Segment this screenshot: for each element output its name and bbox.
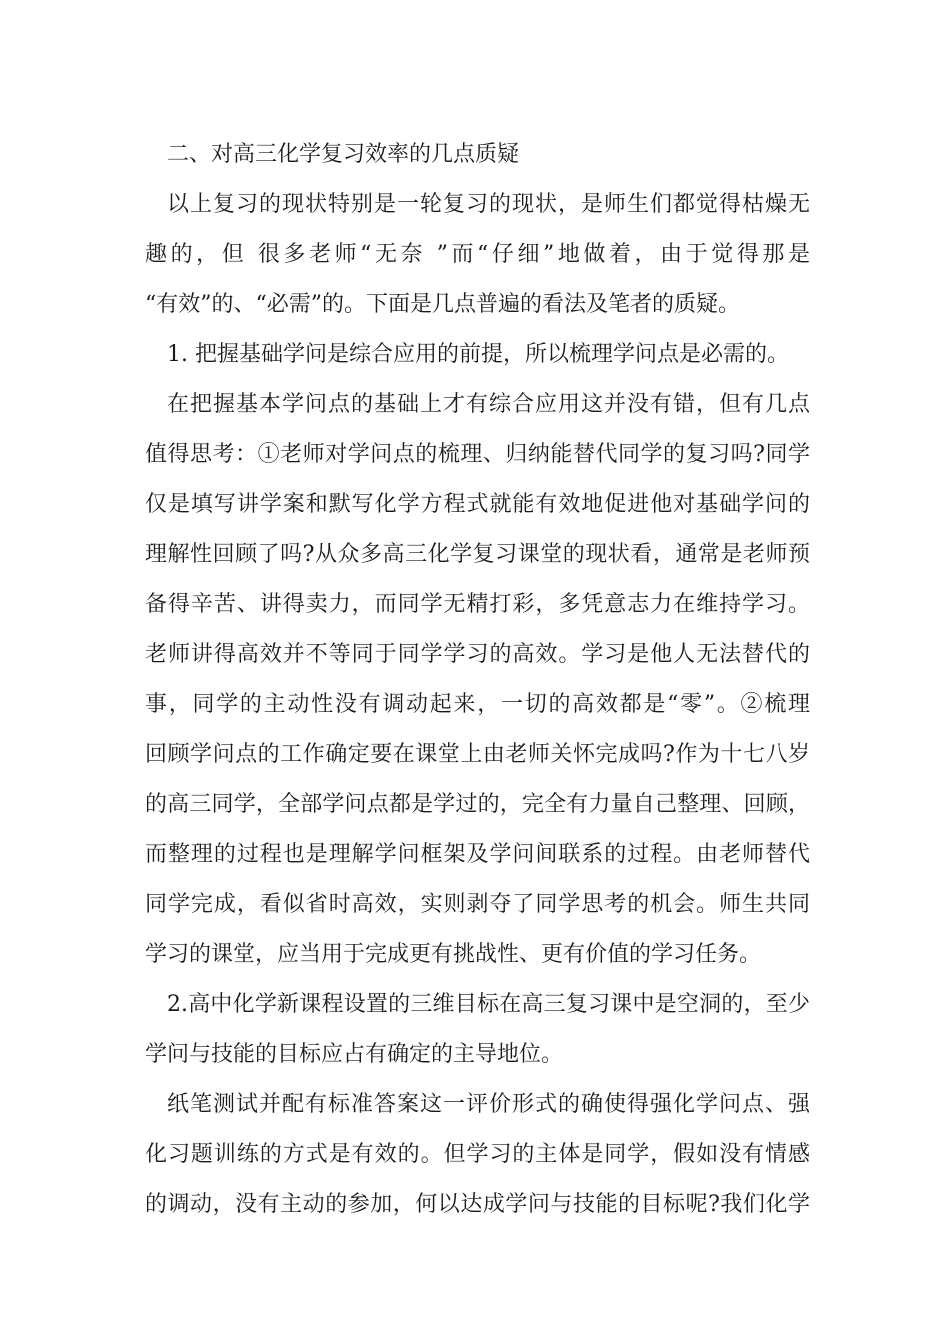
paragraph-line: 理解性回顾了吗?从众多高三化学复习课堂的现状看，通常是老师预 (145, 542, 810, 567)
point-heading: 2.高中化学新课程设置的三维目标在高三复习课中是空洞的，至少 (167, 992, 810, 1017)
section-heading: 二、对高三化学复习效率的几点质疑 (167, 142, 520, 167)
paragraph-line: 学问与技能的目标应占有确定的主导地位。 (145, 1042, 564, 1067)
paragraph-line: 纸笔测试并配有标准答案这一评价形式的确使得强化学问点、强 (167, 1092, 810, 1117)
document-body (145, 130, 810, 1230)
paragraph-line: 的高三同学，全部学问点都是学过的，完全有力量自己整理、回顾， (145, 792, 810, 817)
paragraph-line: 回顾学问点的工作确定要在课堂上由老师关怀完成吗?作为十七八岁 (145, 742, 810, 767)
point-heading: 1. 把握基础学问是综合应用的前提，所以梳理学问点是必需的。 (167, 342, 789, 367)
paragraph-line: 老师讲得高效并不等同于同学学习的高效。学习是他人无法替代的 (145, 642, 810, 667)
paragraph-line: 同学完成，看似省时高效，实则剥夺了同学思考的机会。师生共同 (145, 892, 810, 917)
paragraph-line: 的调动，没有主动的参加，何以达成学问与技能的目标呢?我们化学 (145, 1192, 810, 1217)
paragraph-line: 在把握基本学问点的基础上才有综合应用这并没有错，但有几点 (167, 392, 810, 417)
paragraph-line: 事，同学的主动性没有调动起来，一切的高效都是“零”。②梳理 (145, 692, 810, 717)
paragraph-line: 趣的，但 很多老师“无奈 ”而“仔细”地做着，由于觉得那是 (145, 242, 810, 267)
paragraph-line: 备得辛苦、讲得卖力，而同学无精打彩，多凭意志力在维持学习。 (145, 592, 810, 617)
paragraph-line: 仅是填写讲学案和默写化学方程式就能有效地促进他对基础学问的 (145, 492, 810, 517)
paragraph-line: 以上复习的现状特别是一轮复习的现状，是师生们都觉得枯燥无 (167, 192, 810, 217)
paragraph-line: “有效”的、“必需”的。下面是几点普遍的看法及笔者的质疑。 (145, 292, 740, 317)
paragraph-line: 化习题训练的方式是有效的。但学习的主体是同学，假如没有情感 (145, 1142, 810, 1167)
paragraph-line: 而整理的过程也是理解学问框架及学问间联系的过程。由老师替代 (145, 842, 810, 867)
paragraph-line: 学习的课堂，应当用于完成更有挑战性、更有价值的学习任务。 (145, 942, 762, 967)
paragraph-line: 值得思考：①老师对学问点的梳理、归纳能替代同学的复习吗?同学 (145, 442, 810, 467)
